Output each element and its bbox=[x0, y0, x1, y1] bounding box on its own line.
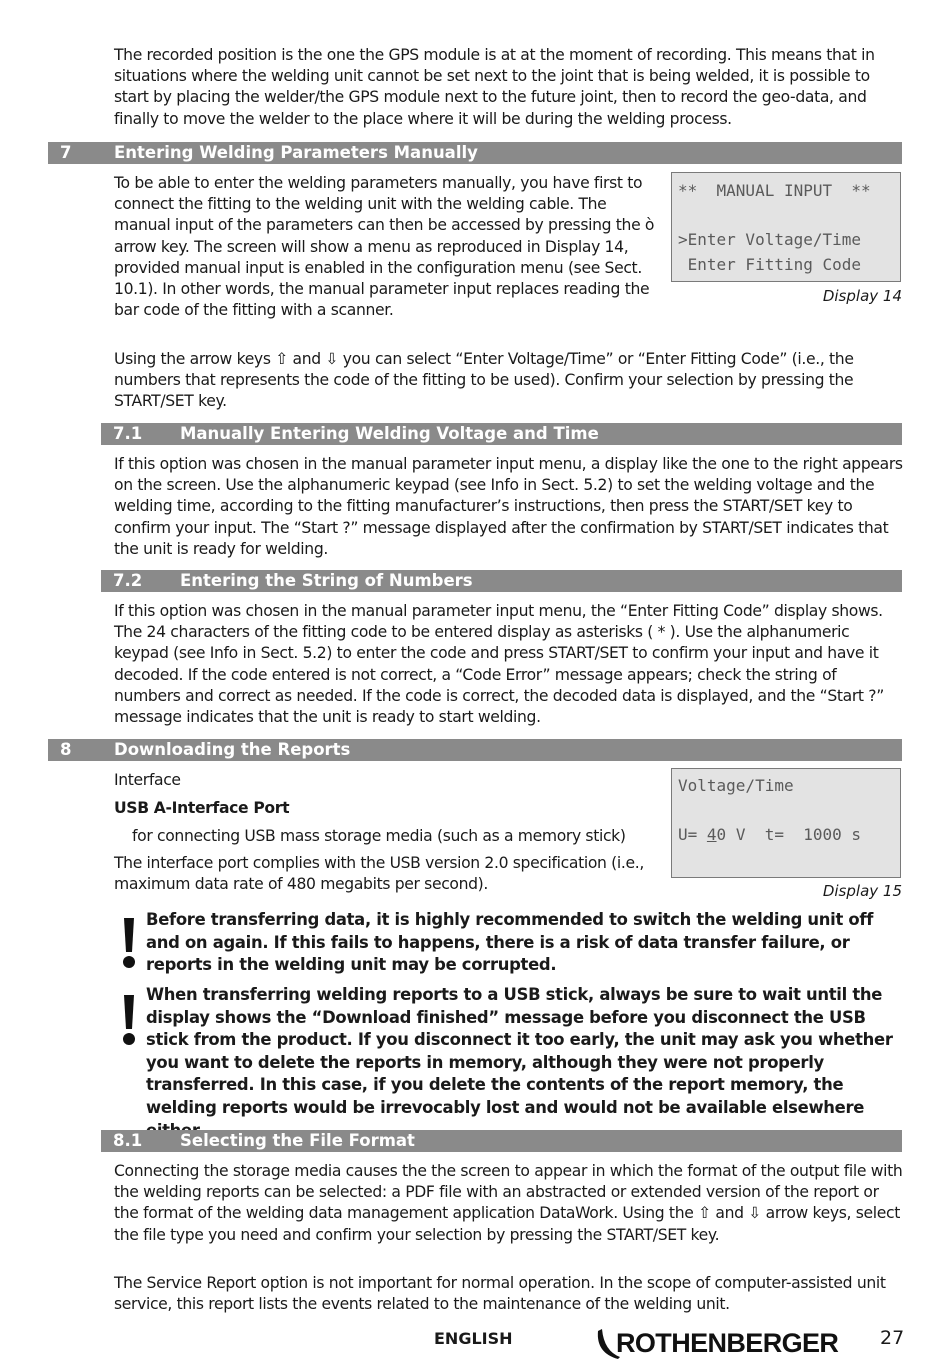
usb-port-description: for connecting USB mass storage media (such as a memory stick) bbox=[132, 827, 626, 845]
section-title: Manually Entering Welding Voltage and Time bbox=[180, 424, 599, 443]
display-line: Enter Fitting Code bbox=[678, 255, 862, 274]
section-title: Selecting the File Format bbox=[180, 1131, 415, 1150]
section-number: 7 bbox=[60, 143, 72, 162]
section-title: Entering Welding Parameters Manually bbox=[114, 143, 478, 162]
display-text: 0 V t= 1000 s bbox=[716, 825, 862, 844]
section-7-2-paragraph: If this option was chosen in the manual parameter input menu, the “Enter Fitting Code” display shows. The 24 characters of the fitting code to be entered display as asterisks ( * ). Use the alphanumeric keypad (see Info in Sect. 5.2) to enter the code and press START/SET to confirm your input and have it decoded. If the code entered is not correct, a “Code Error” message appears; check the string of numbers and correct as needed. If the code is correct, the decoded data is displayed, and the “Start ?” message indicates that the unit is ready to start welding. bbox=[114, 602, 884, 727]
section-8-1-heading bbox=[101, 1130, 902, 1152]
section-7-1-paragraph: If this option was chosen in the manual parameter input menu, a display like the one to the right appears on the screen. Use the alphanumeric keypad (see Info in Sect. 5.2) to set the welding voltage and the welding time, according to the fitting manufacturer’s instructions, then press the START/SET key to confirm your input. The “Start ?” message displayed after the confirmation by START/SET indicates that the unit is ready for welding. bbox=[114, 455, 903, 558]
logo-wordmark: ROTHENBERGER bbox=[616, 1328, 839, 1358]
display-text: U= bbox=[678, 825, 707, 844]
display-line: >Enter Voltage/Time bbox=[678, 230, 862, 249]
warning-2-text: When transferring welding reports to a USB stick, always be sure to wait until the display shows the “Download finished” message before you disconnect the USB stick from the product. If you disconnect it too early, the unit may ask you whether you want to delete the reports in memory, although they were not properly transferred. In this case, if you delete the contents of the report memory, the welding reports would be irrevocably lost and would not be available elsewhere bbox=[146, 985, 893, 1117]
section-8-1-paragraph-1: Connecting the storage media causes the the screen to appear in which the format of the output file with the welding reports can be selected: a PDF file with an abstracted or extended version of the report or the format of the welding data management application DataWork. Using the ⇧ and ⇩ arrow keys, select the file type you need and confirm your selection by pressing the START/SET key. bbox=[114, 1162, 903, 1244]
section-number: 7.1 bbox=[113, 424, 143, 443]
section-number: 8 bbox=[60, 740, 72, 759]
display-line bbox=[678, 825, 861, 844]
footer-language: ENGLISH bbox=[434, 1329, 513, 1348]
page-number: 27 bbox=[880, 1327, 905, 1349]
section-7-heading bbox=[48, 142, 902, 164]
section-number: 7.2 bbox=[113, 571, 143, 590]
section-7-2-heading bbox=[101, 570, 902, 592]
section-number: 8.1 bbox=[113, 1131, 143, 1150]
display-line: Voltage/Time bbox=[678, 776, 794, 795]
display-cursor: 4 bbox=[706, 825, 717, 844]
logo-swoosh-icon bbox=[596, 1323, 848, 1363]
usb-port-title: USB A-Interface Port bbox=[114, 799, 290, 817]
section-8-heading bbox=[48, 739, 902, 761]
display-15-caption: Display 15 bbox=[822, 882, 902, 900]
section-7-paragraph-1: To be able to enter the welding parameters manually, you have first to connect the fitting to the welding unit with the welding cable. The manual input of the parameters can then be accessed by pressing the ò arrow key. The screen will show a menu as reproduced in Display 14, provided manual input is enabled in the configuration menu (see Sect. 10.1). In other words, the manual parameter input replaces reading the bar code of the fitting with a scanner. bbox=[114, 174, 655, 320]
section-title: Downloading the Reports bbox=[114, 740, 351, 759]
display-line: ** MANUAL INPUT ** bbox=[678, 181, 871, 200]
display-15 bbox=[671, 768, 901, 878]
section-title: Entering the String of Numbers bbox=[180, 571, 473, 590]
section-7-1-heading bbox=[101, 423, 902, 445]
display-14-caption: Display 14 bbox=[822, 287, 902, 305]
section-7-paragraph-2: Using the arrow keys ⇧ and ⇩ you can select “Enter Voltage/Time” or “Enter Fitting Code” (i.e., the numbers that represents the code of the fitting to be used). Confirm your selection by pressing the START/SET key. bbox=[114, 350, 854, 411]
display-14 bbox=[671, 172, 901, 282]
warning-1-text: Before transferring data, it is highly recommended to switch the welding unit off and on again. If this fails to happens, there is a risk of data transfer failure, or reports in the welding unit may be corrupted. bbox=[146, 910, 874, 975]
section-8-1-paragraph-2: The Service Report option is not important for normal operation. In the scope of computer-assisted unit service, this report lists the events related to the maintenance of the welding unit. bbox=[114, 1274, 886, 1314]
interface-label: Interface bbox=[114, 771, 181, 789]
rothenberger-logo bbox=[596, 1323, 848, 1363]
intro-paragraph: The recorded position is the one the GPS module is at at the moment of recording. This means that in situations where the welding unit cannot be set next to the joint that is being welded, it is possible to start by placing the welder/the GPS module next to the future joint, then to record the geo-data, and finally to move the welder to the place where it will be during the welding process. bbox=[114, 46, 875, 128]
usb-spec-paragraph: The interface port complies with the USB version 2.0 specification (i.e., maximum data rate of 480 megabits per second). bbox=[114, 854, 644, 894]
